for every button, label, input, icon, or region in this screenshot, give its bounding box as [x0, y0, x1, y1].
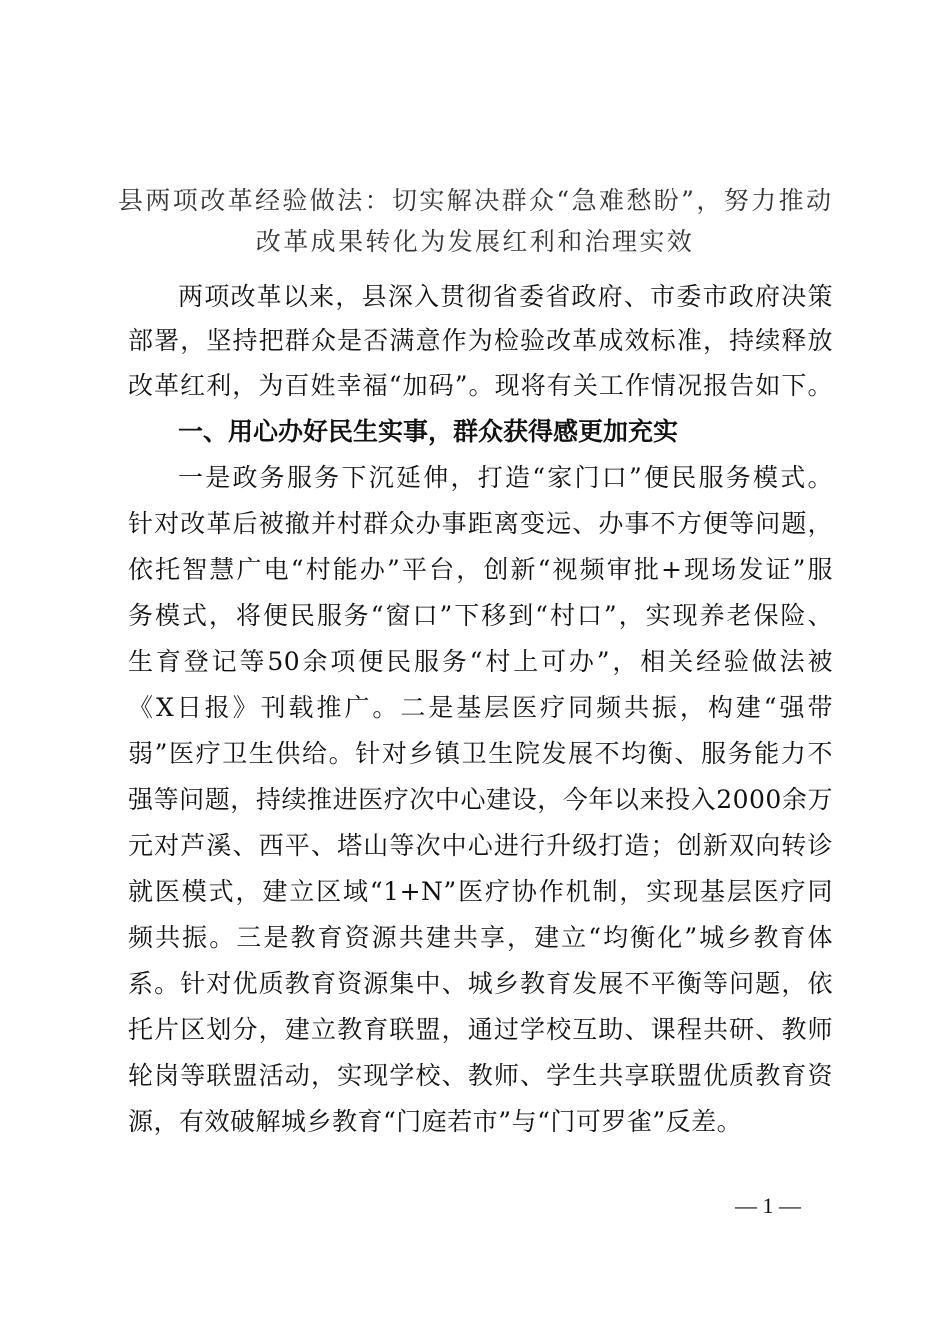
paragraph-line: 强等问题，持续推进医疗次中心建设，今年以来投入2000余万: [128, 785, 833, 814]
paragraph-line: 依托智慧广电“村能办”平台，创新“视频审批+现场发证”服: [128, 555, 833, 584]
paragraph-line: 生育登记等50余项便民服务“村上可办”，相关经验做法被: [128, 647, 833, 676]
document-title-line-2: 改革成果转化为发展红利和治理实效: [255, 227, 695, 256]
paragraph-line: 弱”医疗卫生供给。针对乡镇卫生院发展不均衡、服务能力不: [128, 739, 833, 768]
paragraph-line: 托片区划分，建立教育联盟，通过学校互助、课程共研、教师: [128, 1015, 833, 1044]
intro-line: 部署，坚持把群众是否满意作为检验改革成效标准，持续释放: [128, 326, 833, 355]
intro-line: 改革红利，为百姓幸福“加码”。现将有关工作情况报告如下。: [128, 371, 833, 400]
paragraph-line: 源，有效破解城乡教育“门庭若市”与“门可罗雀”反差。: [128, 1107, 743, 1136]
paragraph-line: 就医模式，建立区域“1+N”医疗协作机制，实现基层医疗同: [128, 877, 833, 906]
paragraph-line: 一是政务服务下沉延伸，打造“家门口”便民服务模式。: [178, 463, 833, 492]
paragraph-line: 元对芦溪、西平、塔山等次中心进行升级打造；创新双向转诊: [128, 831, 833, 860]
document-title-line-1: 县两项改革经验做法：切实解决群众“急难愁盼”，努力推动: [118, 186, 834, 215]
paragraph-line: 轮岗等联盟活动，实现学校、教师、学生共享联盟优质教育资: [128, 1061, 833, 1090]
paragraph-line: 《X日报》刊载推广。二是基层医疗同频共振，构建“强带: [128, 693, 833, 722]
paragraph-line: 务模式，将便民服务“窗口”下移到“村口”，实现养老保险、: [128, 601, 833, 630]
paragraph-line: 系。针对优质教育资源集中、城乡教育发展不平衡等问题，依: [128, 969, 833, 998]
page-number: — 1 —: [735, 1193, 801, 1218]
paragraph-line: 针对改革后被撤并村群众办事距离变远、办事不方便等问题，: [128, 509, 833, 538]
section-heading: 一、用心办好民生实事，群众获得感更加充实: [178, 417, 679, 446]
paragraph-line: 频共振。三是教育资源共建共享，建立“均衡化”城乡教育体: [128, 923, 833, 952]
intro-line: 两项改革以来，县深入贯彻省委省政府、市委市政府决策: [178, 282, 833, 311]
